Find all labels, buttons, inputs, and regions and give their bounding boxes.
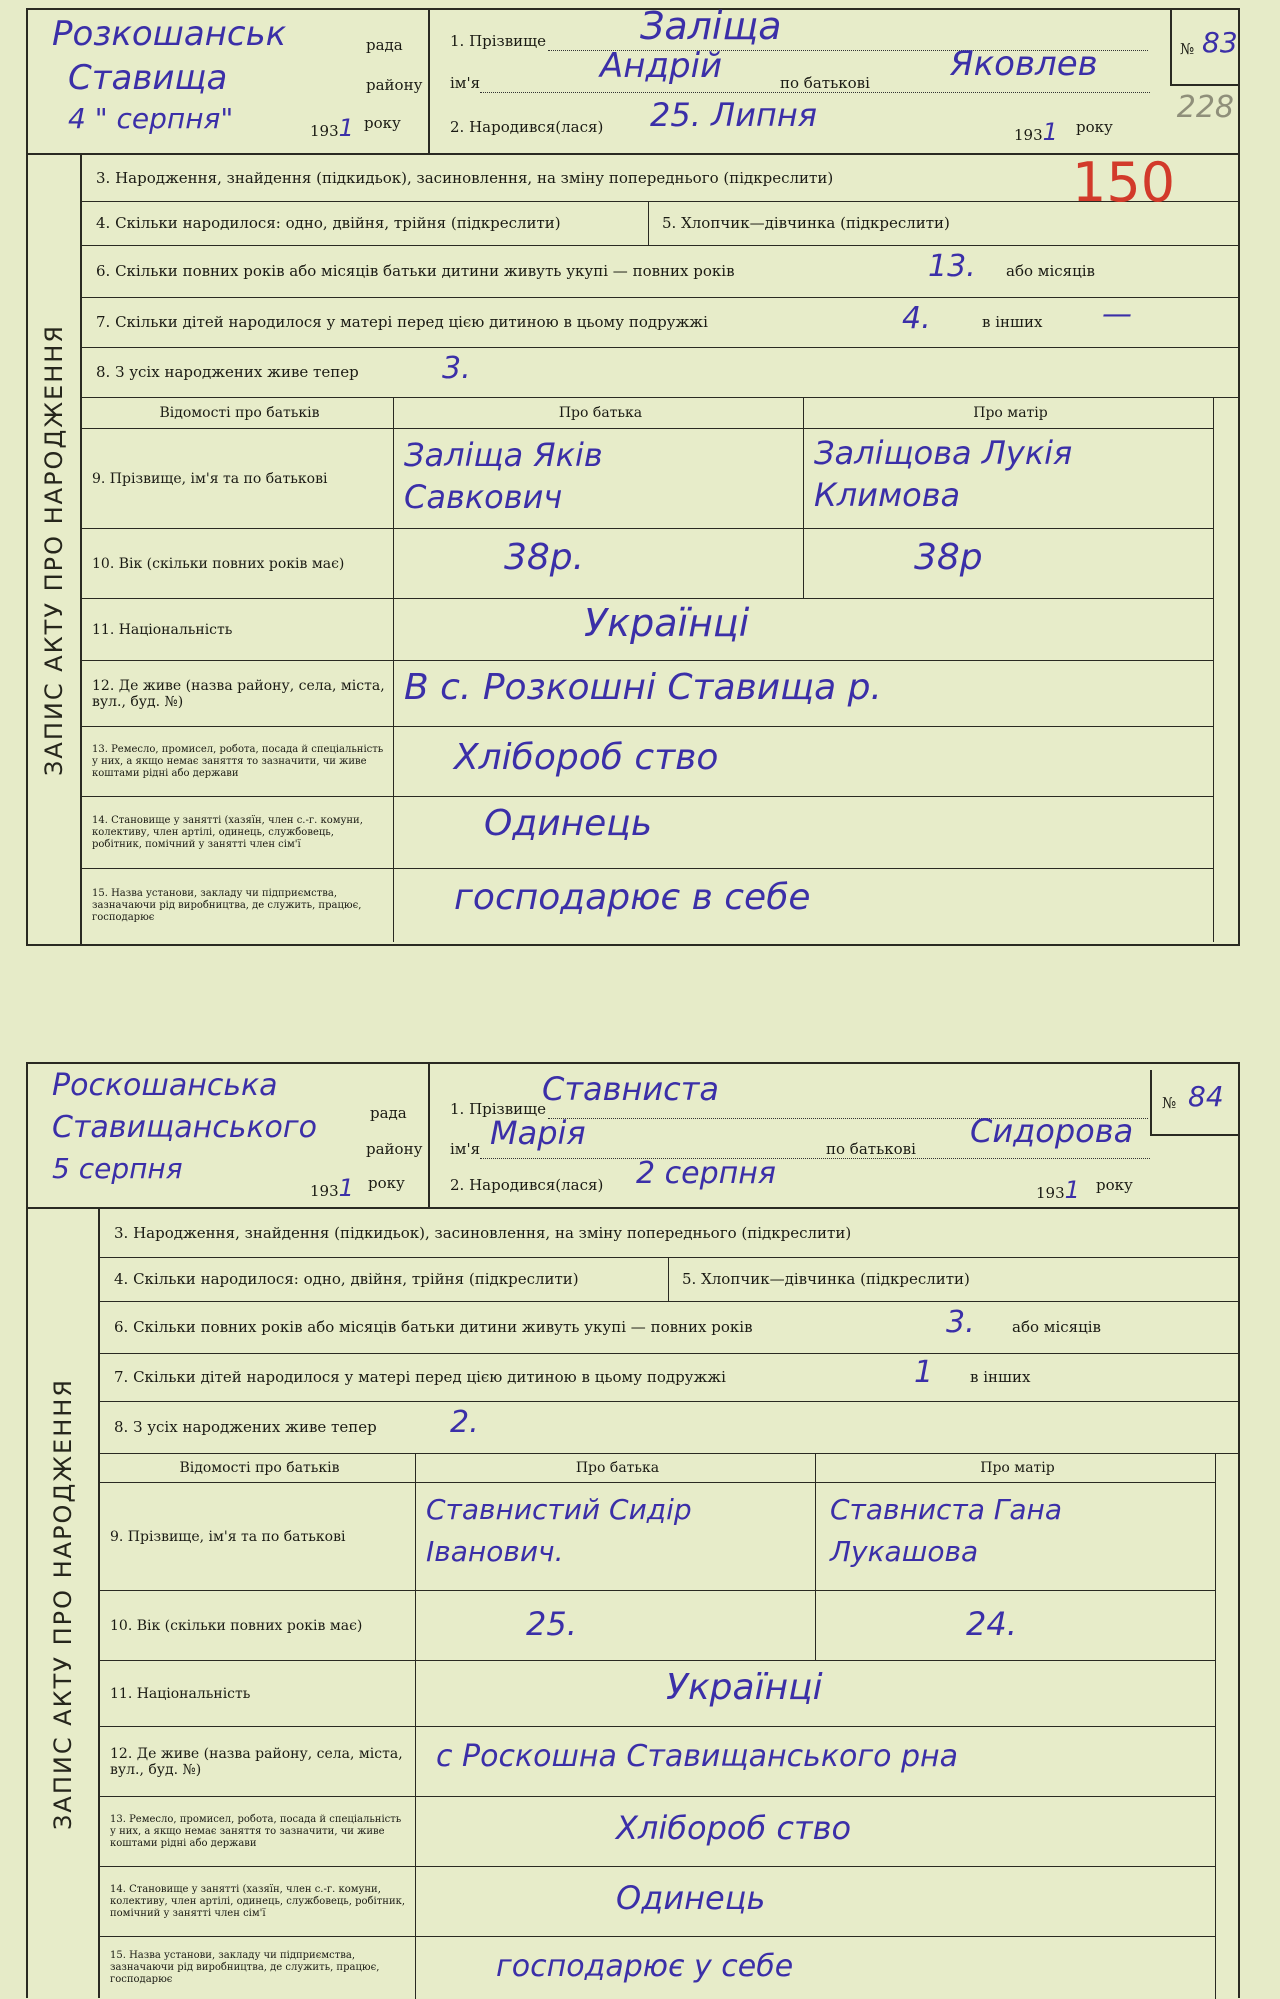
mother-age-cell: [804, 529, 1214, 599]
r13-label-cell: [100, 1797, 416, 1867]
father-name: Заліща Яків Савкович: [404, 436, 603, 516]
q7-this-marriage: 4.: [902, 301, 931, 336]
nationality-cell: [416, 1661, 1216, 1727]
patronymic-label: по батькові: [826, 1140, 916, 1158]
red-note: 150: [1072, 151, 1176, 214]
r9-label: 9. Прізвище, ім'я та по батькові: [92, 470, 328, 487]
council-block: [28, 1064, 430, 1207]
q7-this-marriage: 1: [914, 1355, 934, 1390]
patronymic-label: по батькові: [780, 74, 870, 92]
father-name: Ставнистий Сидір Іванович.: [426, 1493, 692, 1568]
child-patronymic: Сидорова: [970, 1112, 1134, 1150]
q3-label: 3. Народження, знайдення (підкидьок), засиновлення, на зміну попереднього (підкреслити): [96, 169, 834, 187]
r14-label-cell: [82, 797, 394, 869]
child-surname: Ставниста: [542, 1070, 720, 1108]
row-q3: [82, 151, 1238, 214]
father-age: 38р.: [504, 537, 585, 578]
r12-label: 12. Де живе (назва району, села, міста, вул., буд. №): [92, 677, 385, 710]
r9-label-cell: [82, 429, 394, 529]
row-q6: [100, 1301, 1238, 1354]
q8-alive: 2.: [450, 1405, 479, 1440]
col-mother-header: [804, 397, 1214, 429]
born-year-prefix: 193: [1014, 126, 1043, 144]
r10-label: 10. Вік (скільки повних років має): [92, 555, 345, 572]
record-header: [28, 1064, 1238, 1209]
col-father-header: [416, 1453, 816, 1483]
col-father-text: Про батька: [558, 404, 643, 421]
q6b-label: або місяців: [1012, 1318, 1101, 1336]
occupation: Хлібороб ство: [454, 737, 719, 778]
mother-name-cell: [804, 429, 1214, 529]
col-father-header: [394, 397, 804, 429]
surname-label: 1. Прізвище: [450, 1100, 547, 1118]
r9-label: 9. Прізвище, ім'я та по батькові: [110, 1528, 346, 1545]
workplace-cell: [394, 869, 1214, 942]
district-name: Ставища: [68, 58, 228, 98]
q7-other-marriages: —: [1102, 297, 1132, 332]
status-cell: [416, 1867, 1216, 1937]
q7-label: 7. Скільки дітей народилося у матері перед цією дитиною в цьому подружжі: [114, 1368, 726, 1386]
nationality: Українці: [666, 1667, 823, 1708]
rada-label: рада: [366, 36, 403, 54]
r15-label-cell: [82, 869, 394, 942]
q7b-label: в інших: [970, 1368, 1031, 1386]
mother-age: 24.: [966, 1605, 1017, 1643]
occupation-cell: [394, 727, 1214, 797]
q4-q5-divider: [668, 1257, 669, 1301]
r10-label-cell: [100, 1591, 416, 1661]
child-block: [430, 1064, 1220, 1207]
r11-label: 11. Національність: [110, 1685, 251, 1702]
q8-label: 8. З усіх народжених живе тепер: [96, 363, 359, 381]
row-q4-q5: [100, 1257, 1238, 1302]
roku-label: року: [368, 1174, 405, 1192]
q7b-label: в інших: [982, 313, 1043, 331]
r11-label-cell: [100, 1661, 416, 1727]
r12-label: 12. Де живе (назва району, села, міста, вул., буд. №): [110, 1745, 403, 1778]
r14-label: 14. Становище у занятті (хазяїн, член с.-г. комуни, колективу, член артілі, одинець, службовець, робітник, помічний у занятті член сім'ї: [110, 1883, 406, 1919]
registration-date: 4 " серпня": [68, 102, 234, 135]
status: Одинець: [616, 1879, 766, 1917]
residence-cell: [394, 661, 1214, 727]
number-prefix: №: [1162, 1094, 1177, 1112]
nationality: Українці: [584, 601, 750, 645]
record-header: [28, 4, 1238, 155]
birth-date: 2 серпня: [636, 1156, 776, 1191]
r15-label-cell: [100, 1937, 416, 1999]
child-block: [430, 4, 1170, 153]
rayonu-label: району: [366, 1140, 423, 1158]
r14-label: 14. Становище у занятті (хазяїн, член с.-г. комуни, колективу, член артілі, одинець, службовець, робітник, помічний у занятті член сім'ї: [92, 814, 363, 850]
council-name: Розкошанськ: [52, 14, 287, 54]
father-age-cell: [416, 1591, 816, 1661]
row-q8: [100, 1401, 1238, 1454]
born-year-prefix: 193: [1036, 1184, 1065, 1202]
workplace: господарює в себе: [454, 877, 811, 918]
occupation: Хлібороб ство: [616, 1809, 852, 1847]
row-q6: [82, 245, 1238, 298]
side-title-bar: [28, 155, 82, 944]
r11-label: 11. Національність: [92, 621, 233, 638]
born-label: 2. Народився(лася): [450, 118, 604, 136]
born-year-digit: 1: [1064, 1176, 1080, 1204]
r10-label-cell: [82, 529, 394, 599]
row-q7: [100, 1353, 1238, 1402]
residence-cell: [416, 1727, 1216, 1797]
row-q4-q5: [82, 201, 1238, 246]
q6-label: 6. Скільки повних років або місяців батьки дитини живуть укупі — повних років: [114, 1318, 753, 1336]
born-roku-label: року: [1096, 1176, 1133, 1194]
r15-label: 15. Назва установи, закладу чи підприємства, зазначаючи рід виробництва, де служить, працює, господарює: [110, 1950, 380, 1985]
q6-label: 6. Скільки повних років або місяців батьки дитини живуть укупі — повних років: [96, 262, 735, 280]
surname-label: 1. Прізвище: [450, 32, 547, 50]
q5-label: 5. Хлопчик—дівчинка (підкреслити): [662, 214, 950, 232]
year-prefix: 193: [310, 1182, 339, 1200]
col-info-header: [82, 397, 394, 429]
name-line: [480, 1158, 1150, 1159]
record-number: 84: [1188, 1080, 1224, 1113]
district-name: Ставищанського: [52, 1110, 318, 1145]
record-number-box: [1150, 1070, 1238, 1136]
born-roku-label: року: [1076, 118, 1113, 136]
margin-note: 228: [1176, 90, 1234, 125]
father-name-cell: [394, 429, 804, 529]
workplace: господарює у себе: [496, 1949, 794, 1984]
year-digit: 1: [338, 114, 354, 142]
col-mother-text: Про матір: [973, 404, 1048, 421]
year-digit: 1: [338, 1174, 354, 1202]
born-year-digit: 1: [1042, 118, 1058, 146]
col-info-text: Відомості про батьків: [179, 1459, 340, 1476]
council-name: Роскошанська: [52, 1068, 278, 1103]
side-title: ЗАПИС АКТУ ПРО НАРОДЖЕННЯ: [49, 1377, 77, 1830]
col-mother-header: [816, 1453, 1216, 1483]
q5-label: 5. Хлопчик—дівчинка (підкреслити): [682, 1270, 970, 1288]
r14-label-cell: [100, 1867, 416, 1937]
status: Одинець: [484, 803, 653, 844]
mother-age-cell: [816, 1591, 1216, 1661]
year-label: [310, 1174, 354, 1202]
r12-label-cell: [100, 1727, 416, 1797]
occupation-cell: [416, 1797, 1216, 1867]
mother-name-cell: [816, 1483, 1216, 1591]
record-number: 83: [1202, 26, 1238, 59]
born-label: 2. Народився(лася): [450, 1176, 604, 1194]
col-father-text: Про батька: [575, 1459, 660, 1476]
q7-label: 7. Скільки дітей народилося у матері перед цією дитиною в цьому подружжі: [96, 313, 708, 331]
record-number-box: [1170, 10, 1238, 86]
row-q8: [82, 347, 1238, 398]
r9-label-cell: [100, 1483, 416, 1591]
birth-date: 25. Липня: [650, 96, 818, 134]
birth-record-84: [26, 1062, 1240, 1998]
r15-label: 15. Назва установи, закладу чи підприємства, зазначаючи рід виробництва, де служить, працює, господарює: [92, 887, 362, 923]
child-name: Марія: [490, 1114, 586, 1152]
residence: В с. Розкошні Ставища р.: [404, 667, 882, 708]
workplace-cell: [416, 1937, 1216, 1999]
birth-record-83: [26, 4, 1240, 946]
registration-date: 5 серпня: [52, 1152, 183, 1185]
row-q3: [100, 1209, 1238, 1258]
col-mother-text: Про матір: [980, 1459, 1055, 1476]
col-info-text: Відомості про батьків: [159, 404, 320, 421]
q4-label: 4. Скільки народилося: одно, двійня, трійня (підкреслити): [114, 1270, 579, 1288]
name-label: ім'я: [450, 1140, 481, 1158]
born-year-label: [1014, 118, 1058, 146]
mother-name: Ставниста Гана Лукашова: [830, 1493, 1063, 1568]
status-cell: [394, 797, 1214, 869]
father-name-cell: [416, 1483, 816, 1591]
r11-label-cell: [82, 599, 394, 661]
record-body: [82, 151, 1238, 944]
r12-label-cell: [82, 661, 394, 727]
parents-table: [100, 1453, 1238, 1999]
born-year-label: [1036, 1176, 1080, 1204]
q4-label: 4. Скільки народилося: одно, двійня, трійня (підкреслити): [96, 214, 561, 232]
child-surname: Заліща: [640, 4, 782, 48]
parents-table: [82, 397, 1238, 942]
name-line: [480, 92, 1150, 93]
mother-name: Заліщова Лукія Климова: [814, 434, 1073, 514]
nationality-cell: [394, 599, 1214, 661]
record-body: [100, 1209, 1238, 1998]
rayonu-label: району: [366, 76, 423, 94]
roku-label: року: [364, 114, 401, 132]
side-title: ЗАПИС АКТУ ПРО НАРОДЖЕННЯ: [40, 323, 68, 776]
r13-label: 13. Ремесло, промисел, робота, посада й спеціальність у них, а якщо немає заняття то зазначити, чи живе коштами рідні або держави: [110, 1813, 402, 1849]
residence: с Роскошна Ставищанського рна: [436, 1739, 959, 1774]
year-prefix: 193: [310, 122, 339, 140]
number-prefix: №: [1180, 40, 1195, 58]
q8-label: 8. З усіх народжених живе тепер: [114, 1418, 377, 1436]
name-label: ім'я: [450, 74, 481, 92]
year-label: [310, 114, 354, 142]
council-block: [28, 10, 430, 153]
side-title-bar: [28, 1209, 100, 1998]
q4-q5-divider: [648, 201, 649, 245]
father-age-cell: [394, 529, 804, 599]
q8-alive: 3.: [442, 351, 471, 386]
r13-label-cell: [82, 727, 394, 797]
rada-label: рада: [370, 1104, 407, 1122]
r10-label: 10. Вік (скільки повних років має): [110, 1617, 363, 1634]
child-patronymic: Яковлев: [950, 44, 1098, 84]
child-name: Андрій: [600, 46, 723, 86]
q3-label: 3. Народження, знайдення (підкидьок), засиновлення, на зміну попереднього (підкреслити): [114, 1224, 852, 1242]
father-age: 25.: [526, 1605, 577, 1643]
q6b-label: або місяців: [1006, 262, 1095, 280]
r13-label: 13. Ремесло, промисел, робота, посада й спеціальність у них, а якщо немає заняття то зазначити, чи живе коштами рідні або держави: [92, 743, 384, 779]
row-q7: [82, 297, 1238, 348]
q6-years: 13.: [928, 249, 976, 284]
q6-years: 3.: [946, 1305, 975, 1340]
col-info-header: [100, 1453, 416, 1483]
mother-age: 38р: [914, 537, 983, 578]
